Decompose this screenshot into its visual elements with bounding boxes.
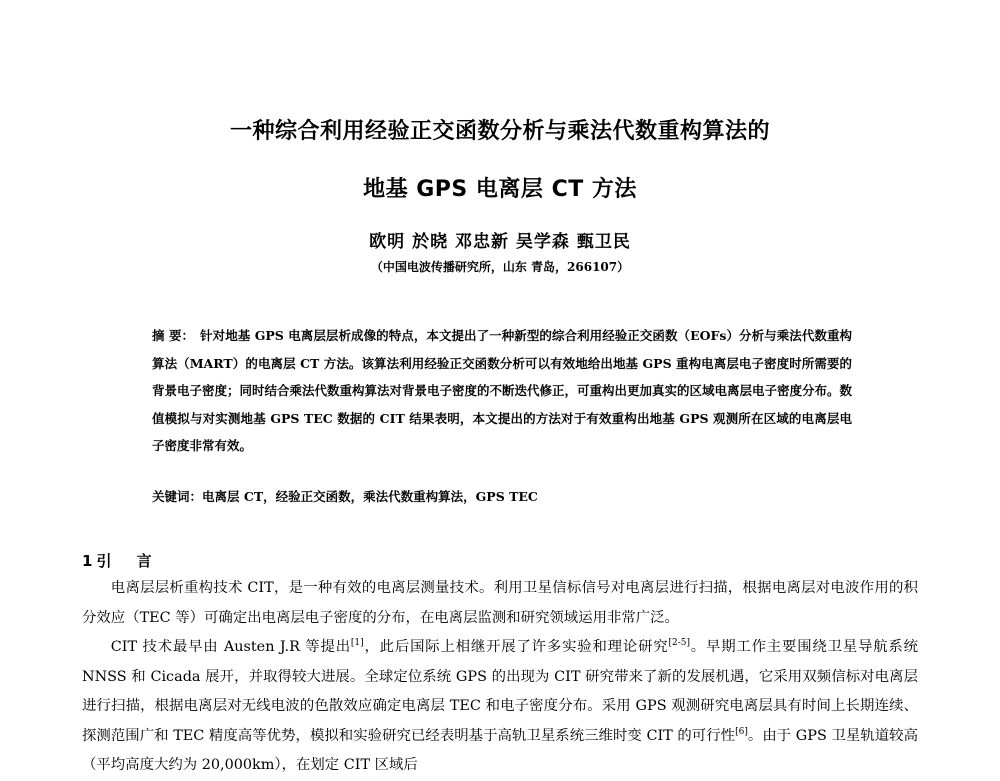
keywords <box>152 483 852 510</box>
paragraph-2-part-a: CIT 技术最早由 Austen J.R 等提出 <box>110 639 351 655</box>
paragraph-2-part-b: ，此后国际上相继开展了许多实验和理论研究 <box>363 639 669 655</box>
citation-ref-2-5: [2-5] <box>668 638 690 649</box>
abstract-text: 针对地基 GPS 电离层层析成像的特点，本文提出了一种新型的综合利用经验正交函数（EOFs）分析与乘法代数重构算法（MART）的电离层 CT 方法。该算法利用经验正交函数分析可以有效地给出地基 GPS 重构电离层电子密度时所需要的背景电子密度；同时结合乘法代数重构算法对背景电子密度的不断迭代修正，可重构出更加真实的区域电离层电子密度分布。数值模拟与对实测地基 GPS TEC 数据的 CIT 结果表明，本文提出的方法对于有效重构出地基 GPS 观测所在区域的电离层电子密度非常有效。 <box>152 328 853 453</box>
title-line-1: 一种综合利用经验正交函数分析与乘法代数重构算法的 <box>229 119 770 144</box>
body-text <box>82 574 918 781</box>
paragraph-2 <box>82 633 918 781</box>
citation-ref-6: [6] <box>735 726 748 737</box>
keywords-text: 电离层 CT，经验正交函数，乘法代数重构算法，GPS TEC <box>202 489 538 504</box>
section-title: 引 言 <box>96 552 162 570</box>
section-heading <box>82 550 162 571</box>
citation-ref-1: [1] <box>350 638 364 649</box>
abstract-label: 摘 要： <box>152 328 195 343</box>
keywords-label: 关键词： <box>152 489 203 504</box>
paragraph-2-part-d: 。由于 GPS 卫星轨道较高（平均高度大约为 20,000km），在划定 CIT 区域后 <box>82 727 919 773</box>
authors: 欧明 於晓 邓忠新 吴学森 甄卫民 <box>369 232 631 252</box>
abstract <box>152 322 852 460</box>
paragraph-1: 电离层层析重构技术 CIT，是一种有效的电离层测量技术。利用卫星信标信号对电离层进行扫描，根据电离层对电波作用的积分效应（TEC 等）可确定出电离层电子密度的分布，在电离层监测和研究领域运用非常广泛。 <box>82 580 918 626</box>
paragraph-2-part-c: 。早期工作主要围绕卫星导航系统 NNSS 和 Cicada 展开，并取得较大进展。全球定位系统 GPS 的出现为 CIT 研究带来了新的发展机遇，它采用双频信标对电离层进行扫描，根据电离层对无线电波的色散效应确定电离层 TEC 和电子密度分布。采用 GPS 观测研究电离层具有时间上长期连续、探测范围广和 TEC 精度高等优势，模拟和实验研究已经表明基于高轨卫星系统三维时变 CIT 的可行性 <box>82 639 918 744</box>
title-line-2: 地基 GPS 电离层 CT 方法 <box>363 177 637 202</box>
section-number: 1 <box>82 552 93 570</box>
affiliation: （中国电波传播研究所，山东 青岛，266107） <box>370 260 630 274</box>
